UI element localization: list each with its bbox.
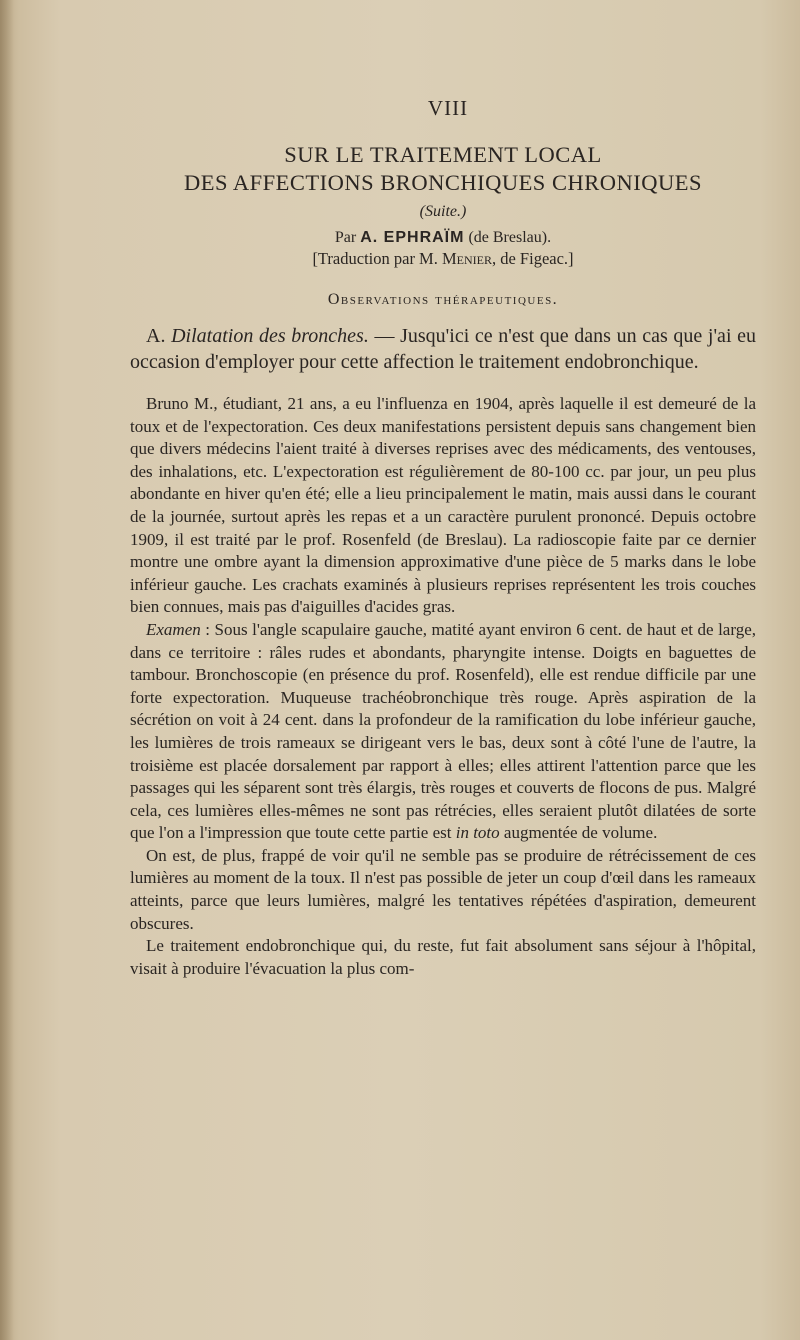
- title-line-1: SUR LE TRAITEMENT LOCAL: [284, 142, 602, 167]
- byline: [130, 227, 756, 248]
- article-title: [130, 141, 756, 197]
- byline-prefix: Par: [334, 229, 357, 246]
- body-text: [130, 393, 756, 980]
- title-line-2: DES AFFECTIONS BRONCHIQUES CHRONIQUES: [184, 170, 702, 195]
- lead-paragraph: [130, 323, 756, 375]
- section-heading: Observations thérapeutiques.: [327, 291, 559, 308]
- author-place: (de Breslau).: [468, 229, 552, 246]
- page-content: [130, 96, 756, 980]
- translator-line: [130, 248, 756, 269]
- lead-text: — Jusqu'ici ce n'est que dans un cas que j'ai eu occasion d'employer pour cette affection le traitement endobronchique.: [130, 325, 757, 373]
- paragraph-1: Bruno M., étudiant, 21 ans, a eu l'influenza en 1904, après laquelle il est demeuré de la toux et de l'expectoration. Ces deux manifestations persistent depuis sans changement bien que divers médecins l'aient traité à diverses reprises avec des médicaments, des ventouses, des inhalations, etc. L'expectoration est régulièrement de 80-100 cc. par jour, un peu plus abondante en hiver qu'en été; elle a lieu principalement le matin, mais aussi dans le courant de la journée, surtout après les repas et a un caractère purulent prononcé. Depuis octobre 1909, il est traité par le prof. Rosenfeld (de Breslau). La radioscopie faite par ce dernier montre une ombre ayant la dimension approximative d'une pièce de 5 marks dans le lobe inférieur gauche. Les crachats examinés à plusieurs reprises représentent les trois couches bien connues, mais pas d'aiguilles d'acides gras.: [130, 394, 756, 617]
- continuation-note: (Suite.): [419, 203, 467, 220]
- translator-name: Menier: [441, 249, 492, 268]
- author-name: A. EPHRAÏM: [360, 229, 465, 246]
- examen-label: Examen: [146, 619, 201, 639]
- paragraph-2-end: augmentée de volume.: [499, 823, 658, 843]
- paragraph-2: [130, 619, 756, 845]
- paragraph-2-italic: in toto: [455, 823, 500, 843]
- paragraph-2-text: : Sous l'angle scapulaire gauche, matité ayant environ 6 cent. de haut et de large, dans ce territoire : râles rudes et abondants, pharyngite intense. Doigts en baguettes de tambour. Bronchoscopie (en présence du prof. Rosenfeld), elle est rendue difficile par une forte expectoration. Muqueuse trachéobronchique très rouge. Après aspiration de la sécrétion on voit à 24 cent. dans la profondeur de la ramification du lobe inférieur gauche, les lumières de trois rameaux se dirigeant vers le bas, deux sont à côté l'une de l'autre, la troisième est placée dorsalement par rapport à elles; elles attirent l'attention parce que les passages qui les séparent sont très élargis, très rouges et couverts de flocons de pus. Malgré cela, ces lumières elles-mêmes ne sont pas rétrécies, elles seraient plutôt dilatées de sorte que l'on a l'impression que toute cette partie est: [130, 619, 756, 843]
- lead-marker: A.: [146, 325, 166, 347]
- translation-prefix: [Traduction par M.: [312, 249, 438, 268]
- paragraph-3: On est, de plus, frappé de voir qu'il ne semble pas se produire de rétrécissement de ces lumières au moment de la toux. Il n'est pas possible de jeter un coup d'œil dans les rameaux atteints, parce que leurs lumières, malgré les tentatives répétées d'aspiration, demeurent obscures.: [130, 845, 756, 933]
- paragraph-4: Le traitement endobronchique qui, du reste, fut fait absolument sans séjour à l'hôpital, visait à produire l'évacuation la plus com-: [130, 936, 756, 978]
- translation-suffix: , de Figeac.]: [491, 249, 574, 268]
- chapter-number: VIII: [427, 96, 469, 120]
- lead-heading: Dilatation des bronches.: [171, 325, 369, 347]
